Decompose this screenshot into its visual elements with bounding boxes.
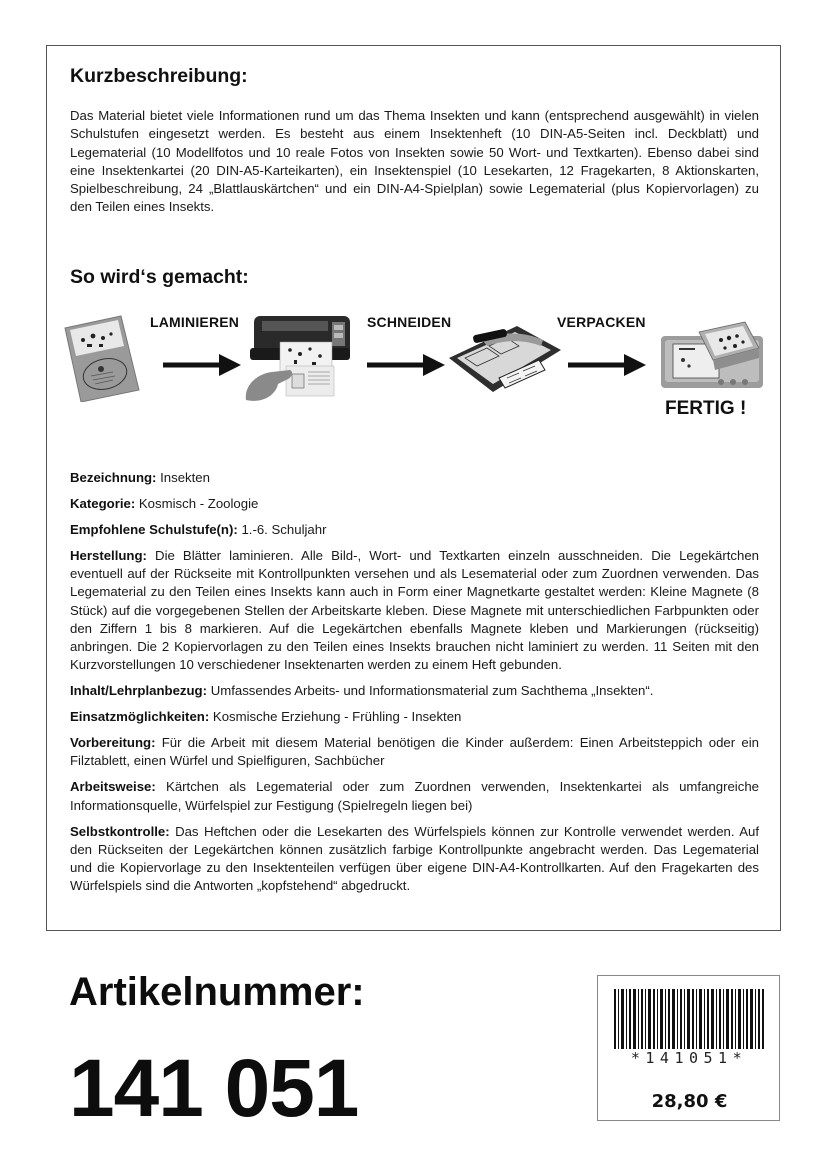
booklet-photo bbox=[61, 314, 143, 402]
price: 28,80 € bbox=[651, 1091, 728, 1112]
product-info-frame bbox=[46, 45, 781, 931]
field-einsatzmoeglichkeiten: Einsatzmöglichkeiten: Kosmische Erziehung - Frühling - Insekten bbox=[70, 709, 462, 725]
field-vorbereitung: Vorbereitung: Für die Arbeit mit diesem Material benötigen die Kinder außerdem: Einen Arbeitsteppich oder ein Filztablett, einen Würfel und Spielfiguren, Sachbücher bbox=[70, 735, 759, 769]
field-arbeitsweise: Arbeitsweise: Kärtchen als Legematerial oder zum Zuordnen verwenden, Insektenkartei als umfangreiche Informationsquelle, Würfelspiel zur Festigung (Spielregeln liegen bei) bbox=[70, 779, 760, 813]
paper-cutter-photo bbox=[447, 316, 562, 400]
field-kategorie: Kategorie: Kosmisch - Zoologie bbox=[70, 495, 259, 511]
detail-fields bbox=[70, 469, 759, 903]
field-schulstufe: Empfohlene Schulstufe(n): 1.-6. Schuljahr bbox=[70, 521, 327, 537]
step-laminieren-label: LAMINIEREN bbox=[150, 314, 240, 330]
field-selbstkontrolle: Selbstkontrolle: Das Heftchen oder die Lesekarten des Würfelspiels können zur Kontrolle verwendet werden. Auf den Rückseiten der Legekärtchen können zusätzlich farbige Kontrollpunkte angebracht werden. Das Legematerial und die Kopiervorlage zu den Insektenteilen verfügen über eigene DIN-A4-Kontrollkarten. Auf den Fragekarten des Würfelspiels sind die Antworten „kopfstehend“ abgedruckt. bbox=[70, 823, 759, 894]
arrow-right-icon bbox=[163, 354, 241, 376]
field-bezeichnung: Bezeichnung: Insekten bbox=[70, 470, 210, 485]
article-number: 141 051 bbox=[69, 1043, 359, 1134]
packed-box-photo bbox=[659, 318, 765, 390]
price-label bbox=[597, 975, 780, 1121]
step-schneiden-label: SCHNEIDEN bbox=[367, 314, 452, 330]
how-to-heading: So wird‘s gemacht: bbox=[70, 266, 249, 288]
article-number-label: Artikelnummer: bbox=[69, 970, 365, 1014]
field-inhalt-lehrplanbezug: Inhalt/Lehrplanbezug: Umfassendes Arbeits- und Informationsmaterial zum Sachthema „Insekten“. bbox=[70, 683, 654, 699]
barcode-text: *141051* bbox=[630, 1049, 748, 1067]
done-label: FERTIG ! bbox=[665, 398, 747, 419]
field-herstellung: Herstellung: Die Blätter laminieren. Alle Bild-, Wort- und Textkarten einzeln ausschneiden. Die Legekärtchen eventuell auf der Rückseite mit Kontrollpunkten versehen und als Lesematerial oder zum Zuordnen verwenden. Das Legematerial zu den Teilen eines Insekts kann auch in Form einer Magnetkarte gestaltet werden: Kleine Magnete (8 Stück) auf die vorgegebenen Stellen der Arbeitskarte kleben. Diese Magnete mit unterschiedlichen Farbpunkten oder den Ziffern 1 bis 8 markieren. Auf die Legekärtchen ebenfalls Magnete kleben und Markierungen (rückseitig) anbringen. Die 2 Kopiervorlagen zu den Teilen eines Insekts brauchen nicht laminiert zu werden. 11 Seiten mit den Kurzvorstellungen 10 verschiedener Insektenarten werden zu einem Heft gebunden. bbox=[70, 547, 759, 673]
step-verpacken-label: VERPACKEN bbox=[557, 314, 646, 330]
short-description-heading: Kurzbeschreibung: bbox=[70, 65, 248, 87]
arrow-right-icon bbox=[367, 354, 445, 376]
barcode-icon bbox=[614, 989, 764, 1049]
short-description-text: Das Material bietet viele Informationen rund um das Thema Insekten und kann (entsprechend ausgewählt) in vielen Schulstufen eingesetzt werden. Es besteht aus einem Insektenheft (10 DIN-A5-Seiten incl. Deckblatt) und Legematerial (10 Modellfotos und 10 reale Fotos von Insekten sowie 50 Wort- und Textkarten). Ebenso dabei sind eine Insektenkartei (20 DIN-A5-Karteikarten), ein Insektenspiel (10 Lesekarten, 12 Fragekarten, 8 Aktionskarten, Spielbeschreibung, 24 „Blattlauskärtchen“ und ein DIN-A4-Spielplan) sowie Legematerial (plus Kopiervorlagen) zu den Teilen eines Insekts. bbox=[70, 108, 759, 215]
arrow-right-icon bbox=[568, 354, 646, 376]
laminator-photo bbox=[242, 312, 354, 404]
